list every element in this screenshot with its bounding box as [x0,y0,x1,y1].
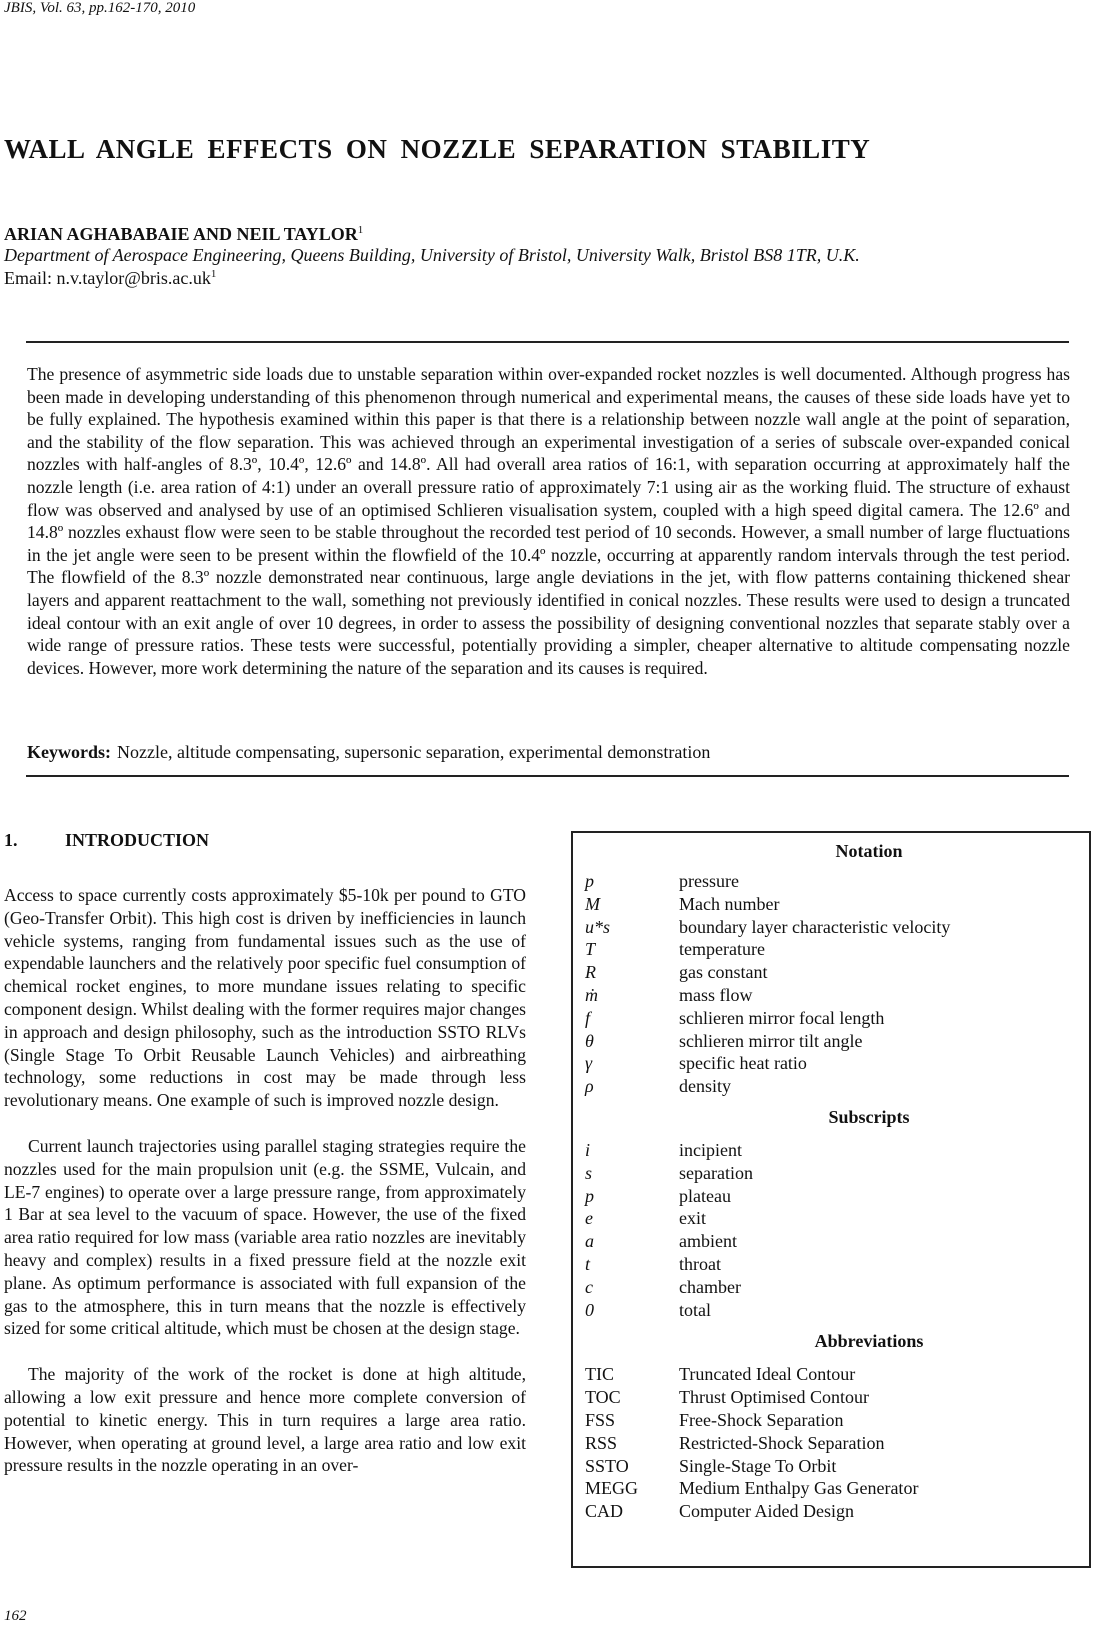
notation-row [573,1253,1089,1276]
notation-row [573,961,1089,984]
notation-subscripts [573,1139,1089,1321]
notation-row [573,1139,1089,1162]
affiliation: Department of Aerospace Engineering, Queens Building, University of Bristol, University Walk, Bristol BS8 1TR, U.K. [4,245,860,265]
notation-row [573,1030,1089,1053]
notation-definition: Computer Aided Design [679,1501,854,1522]
section-heading [4,830,526,851]
notation-symbol: R [585,962,596,983]
notation-symbol: SSTO [585,1455,629,1476]
notation-symbol: f [585,1007,591,1028]
notation-row [573,1432,1089,1455]
paper-title: WALL ANGLE EFFECTS ON NOZZLE SEPARATION STABILITY [4,134,871,164]
notation-row [573,1455,1089,1478]
notation-row [573,916,1089,939]
abstract: The presence of asymmetric side loads due to unstable separation within over-expanded rocket nozzles is well documented. Although progress has been made in developing understanding of this phenomenon through numerical and experimental means, the causes of these side loads have yet to be fully explained. The hypothesis examined within this paper is that there is a relationship between nozzle wall angle at the point of separation, and the stability of the flow separation. This was achieved through an experimental investigation of a series of subscale over-expanded conical nozzles with half-angles of 8.3º, 10.4º, 12.6º and 14.8º. All had overall area ratios of 16:1, with separation occurring at approximately half the nozzle length (i.e. area ration of 4:1) under an overall pressure ratio of approximately 7:1 using air as the working fluid. The structure of exhaust flow was observed and analysed by use of an optimised Schlieren visualisation system, coupled with a high speed digital camera. The 12.6º and 14.8º nozzles exhaust flow were seen to be stable throughout the recorded test period of 10 seconds. However, a small number of large fluctuations in the jet angle were seen to be present within the flowfield of the 10.4º nozzle, occurring at apparently random intervals through the test period. The flowfield of the 8.3º nozzle demonstrated near continuous, large angle deviations in the jet, with flow patterns containing thickened shear layers and apparent reattachment to the wall, something not previously identified in conical nozzles. These results were used to design a truncated ideal contour with an exit angle of over 10 degrees, in order to assess the possibility of designing conventional nozzles that separate stably over a wide range of pressure ratios. These tests were successful, potentially providing a simpler, cheaper alternative to altitude compensating nozzle devices. However, more work determining the nature of the separation and its causes is required. [27,364,1070,678]
notation-symbol: a [585,1231,594,1252]
journal-citation: JBIS, Vol. 63, pp.162-170, 2010 [4,0,196,16]
email-superscript: 1 [210,268,217,280]
notation-symbol: ρ [585,1076,594,1097]
notation-row [573,870,1089,893]
notation-definition: plateau [679,1185,731,1206]
notation-definition: Single-Stage To Orbit [679,1455,837,1476]
notation-abbreviations [573,1363,1089,1523]
notation-row [573,938,1089,961]
notation-definition: incipient [679,1139,742,1160]
notation-row [573,1007,1089,1030]
notation-definition: Truncated Ideal Contour [679,1364,856,1385]
notation-symbol: 0 [585,1299,594,1320]
notation-symbol: CAD [585,1501,624,1522]
notation-definition: throat [679,1253,721,1274]
notation-definition: total [679,1299,711,1320]
notation-definition: ambient [679,1231,737,1252]
notation-definition: Restricted-Shock Separation [679,1432,885,1453]
notation-definition: chamber [679,1276,741,1297]
keywords [27,742,710,763]
abstract-top-rule [26,341,1069,343]
notation-symbol: θ [585,1030,594,1051]
intro-paragraph-3: The majority of the work of the rocket is done at high altitude, allowing a low exit pressure and hence more complete conversion of potential to kinetic energy. This in turn requires a large area ratio. However, when operating at ground level, a large area ratio and low exit pressure results in the nozzle operating in an over- [4,1364,526,1476]
notation-row [573,893,1089,916]
intro-paragraph-2: Current launch trajectories using parallel staging strategies require the nozzles used for the main propulsion unit (e.g. the SSME, Vulcain, and LE-7 engines) to operate over a large pressure range, from approximately 1 Bar at sea level to the vacuum of space. However, the use of the fixed area ratio required for low mass (variable area ratio nozzles are inevitably heavy and complex) results in a fixed pressure field at the nozzle exit plane. As optimum performance is associated with full expansion of the gas to the atmosphere, this in turn means that the nozzle is effectively sized for some critical altitude, which must be chosen at the design stage. [4,1135,526,1339]
notation-box [571,831,1091,1568]
notation-definition: gas constant [679,962,768,983]
notation-row [573,1185,1089,1208]
notation-row [573,1207,1089,1230]
notation-row [573,1299,1089,1322]
notation-symbol: s [585,1162,593,1183]
notation-definition: boundary layer characteristic velocity [679,916,951,937]
abbreviations-title: Abbreviations [814,1331,924,1352]
notation-symbol: p [585,1185,594,1206]
notation-symbol: e [585,1208,593,1229]
notation-symbol: FSS [585,1409,616,1430]
notation-definition: Medium Enthalpy Gas Generator [679,1478,919,1499]
notation-definition: Free-Shock Separation [679,1409,844,1430]
notation-row [573,1409,1089,1432]
notation-definition: separation [679,1162,753,1183]
notation-row [573,1276,1089,1299]
notation-row [573,1363,1089,1386]
notation-symbol: M [585,893,600,914]
notation-row [573,1477,1089,1500]
notation-symbol: ṁ [585,984,598,1005]
authors [4,224,363,245]
notation-row [573,1052,1089,1075]
notation-title: Notation [835,841,903,861]
abstract-bottom-rule [26,775,1069,777]
notation-definition: Thrust Optimised Contour [679,1387,869,1408]
notation-row [573,1162,1089,1185]
notation-symbol: t [585,1253,591,1274]
notation-symbol: p [585,871,594,891]
notation-symbol: γ [585,1053,593,1074]
email [4,268,216,289]
notation-definition: schlieren mirror focal length [679,1007,885,1028]
notation-symbol: MEGG [585,1478,638,1499]
notation-definition: exit [679,1208,706,1229]
notation-symbol: T [585,939,596,960]
section-number: 1. [4,830,18,850]
subscripts-title: Subscripts [828,1106,910,1127]
notation-row [573,1075,1089,1098]
notation-definition: temperature [679,939,765,960]
notation-definition: schlieren mirror tilt angle [679,1030,863,1051]
notation-definition: pressure [679,871,739,891]
notation-row [573,1230,1089,1253]
notation-symbol: i [585,1139,591,1160]
page-number: 162 [4,1608,27,1624]
keywords-text: Nozzle, altitude compensating, supersonic separation, experimental demonstration [117,742,711,762]
introduction-section [4,830,526,1500]
keywords-label: Keywords: [27,742,111,762]
notation-definition: Mach number [679,893,780,914]
notation-symbol: u*s [585,916,611,937]
section-title: INTRODUCTION [65,830,210,850]
notation-definition: mass flow [679,984,753,1005]
author-superscript: 1 [357,224,364,236]
notation-symbol: c [585,1276,593,1297]
notation-symbol: TIC [585,1364,614,1385]
intro-paragraph-1: Access to space currently costs approximately $5-10k per pound to GTO (Geo-Transfer Orbit). This high cost is driven by inefficiencies in launch vehicle systems, ranging from fundamental issues such as the use of expendable launchers and the relatively poor specific fuel consumption of chemical rocket engines, to more mundane issues relating to specific component design. Whilst dealing with the former requires major changes in approach and design philosophy, such as the introduction SSTO RLVs (Single Stage To Orbit Reusable Launch Vehicles) and airbreathing technology, some reductions in cost may be made through less revolutionary means. One example of such is improved nozzle design. [4,885,526,1111]
notation-row [573,984,1089,1007]
notation-definition: specific heat ratio [679,1053,807,1074]
notation-row [573,1386,1089,1409]
notation-row [573,1500,1089,1523]
notation-symbol: TOC [585,1387,621,1408]
notation-symbols [573,870,1089,1098]
notation-definition: density [679,1076,731,1097]
email-text: Email: n.v.taylor@bris.ac.uk [4,268,211,288]
notation-symbol: RSS [585,1432,618,1453]
author-names: ARIAN AGHABABAIE AND NEIL TAYLOR [4,224,358,244]
